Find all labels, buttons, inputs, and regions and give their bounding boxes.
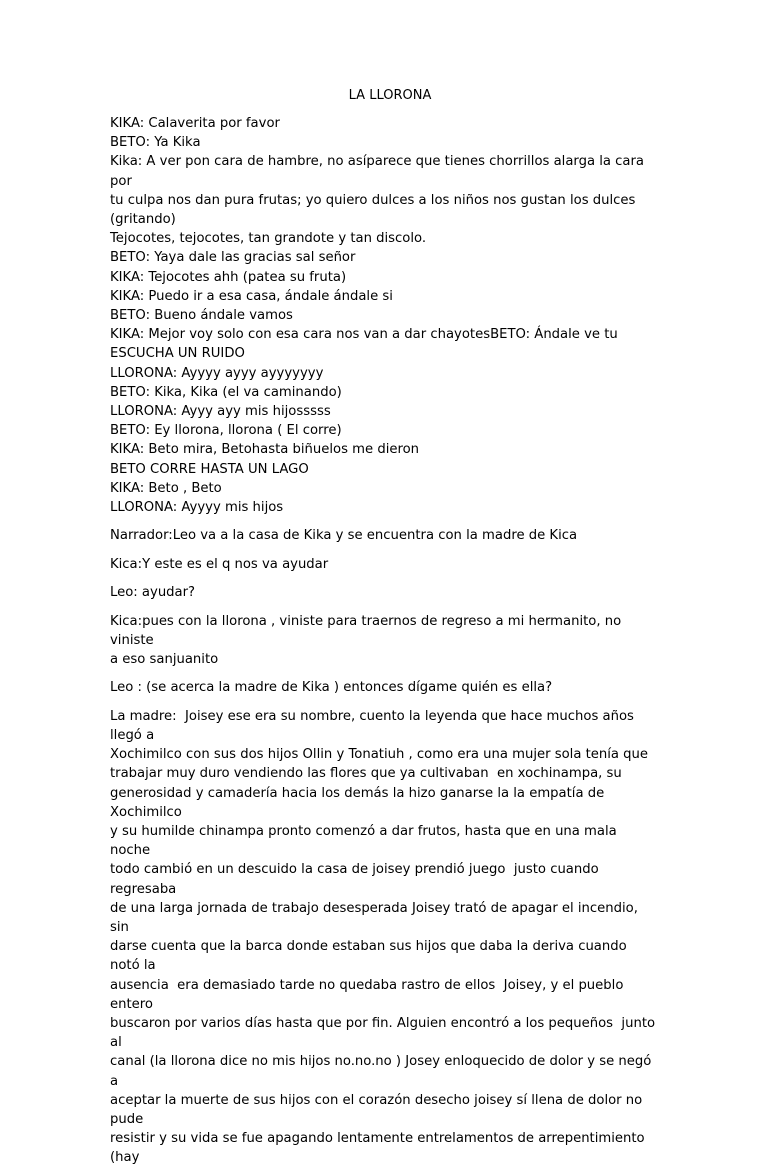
- paragraph-line: todo cambió en un descuido la casa de joisey prendió juego justo cuando regresaba: [110, 862, 603, 897]
- paragraph-line: Leo: ayudar?: [110, 585, 196, 601]
- paragraph-narrator: [110, 526, 660, 545]
- paragraph-kica-llorona: [110, 612, 660, 670]
- paragraph-line: Kica:Y este es el q nos va ayudar: [110, 556, 329, 572]
- paragraph-la-madre: [110, 707, 660, 1168]
- paragraph-line: Kica:pues con la llorona , viniste para traernos de regreso a mi hermanito, no viniste: [110, 613, 626, 648]
- dialogue-line: LLORONA: Ayyyy ayyy ayyyyyyy: [110, 365, 324, 381]
- paragraph-line: darse cuenta que la barca donde estaban sus hijos que daba la deriva cuando notó la: [110, 939, 631, 974]
- paragraph-line: aceptar la muerte de sus hijos con el corazón desecho joisey sí llena de dolor no pude: [110, 1092, 647, 1128]
- dialogue-line: Kika: A ver pon cara de hambre, no asíparece que tienes chorrillos alarga la cara por: [110, 154, 649, 189]
- dialogue-line: KIKA: Puedo ir a esa casa, ándale ándale si: [110, 288, 393, 304]
- dialogue-line: KIKA: Tejocotes ahh (patea su fruta): [110, 269, 347, 285]
- dialogue-line: LLORONA: Ayyy ayy mis hijosssss: [110, 404, 331, 420]
- paragraph-line: ausencia era demasiado tarde no quedaba rastro de ellos Joisey, y el pueblo entero: [110, 977, 628, 1012]
- paragraph-line: canal (la llorona dice no mis hijos no.no.no ) Josey enloquecido de dolor y se negó a: [110, 1054, 656, 1089]
- paragraph-line: a eso sanjuanito: [110, 652, 219, 668]
- paragraph-line: generosidad y camadería hacia los demás la hizo ganarse la la empatía de Xochimilco: [110, 785, 609, 820]
- dialogue-line: BETO: Ya Kika: [110, 135, 201, 151]
- dialogue-line: BETO CORRE HASTA UN LAGO: [110, 461, 309, 477]
- paragraph-line: buscaron por varios días hasta que por fin. Alguien encontró a los pequeños junto al: [110, 1016, 660, 1051]
- paragraph-line: de una larga jornada de trabajo desesperada Joisey trató de apagar el incendio, sin: [110, 900, 643, 936]
- dialogue-line: LLORONA: Ayyyy mis hijos: [110, 500, 284, 516]
- dialogue-line: ESCUCHA UN RUIDO: [110, 346, 245, 362]
- dialogue-line: KIKA: Beto , Beto: [110, 480, 222, 496]
- dialogue-line: KIKA: Mejor voy solo con esa cara nos van a dar chayotesBETO: Ándale ve tu: [110, 327, 618, 343]
- paragraph-line: resistir y su vida se fue apagando lentamente entrelamentos de arrepentimiento (hay: [110, 1131, 649, 1166]
- dialogue-line: KIKA: Beto mira, Betohasta biñuelos me dieron: [110, 442, 420, 458]
- paragraph-leo-question: [110, 678, 660, 697]
- dialogue-line: BETO: Ey llorona, llorona ( El corre): [110, 423, 342, 439]
- dialogue-line: KIKA: Calaverita por favor: [110, 116, 280, 131]
- document-title: LA LLORONA: [348, 88, 432, 103]
- paragraph-leo: [110, 583, 660, 602]
- paragraph-line: Leo : (se acerca la madre de Kika ) entonces dígame quién es ella?: [110, 680, 553, 696]
- paragraph-line: Narrador:Leo va a la casa de Kika y se encuentra con la madre de Kica: [110, 528, 578, 544]
- dialogue-line: BETO: Yaya dale las gracias sal señor: [110, 250, 356, 266]
- document-page: [110, 86, 660, 1168]
- paragraph-line: La madre: Joisey ese era su nombre, cuento la leyenda que hace muchos años llegó a: [110, 708, 639, 744]
- dialogue-line: BETO: Bueno ándale vamos: [110, 308, 293, 324]
- dialogue-line: (gritando): [110, 212, 176, 228]
- paragraph-kica: [110, 555, 660, 574]
- paragraph-line: trabajar muy duro vendiendo las flores que ya cultivaban en xochinampa, su: [110, 766, 622, 782]
- paragraph-line: Xochimilco con sus dos hijos Ollin y Tonatiuh , como era una mujer sola tenía que: [110, 747, 649, 763]
- dialogue-line: BETO: Kika, Kika (el va caminando): [110, 384, 342, 400]
- paragraph-line: y su humilde chinampa pronto comenzó a dar frutos, hasta que en una mala noche: [110, 824, 621, 859]
- dialogue-block: [110, 114, 660, 517]
- dialogue-line: Tejocotes, tejocotes, tan grandote y tan discolo.: [110, 231, 427, 247]
- dialogue-line: tu culpa nos dan pura frutas; yo quiero dulces a los niños nos gustan los dulces: [110, 192, 636, 208]
